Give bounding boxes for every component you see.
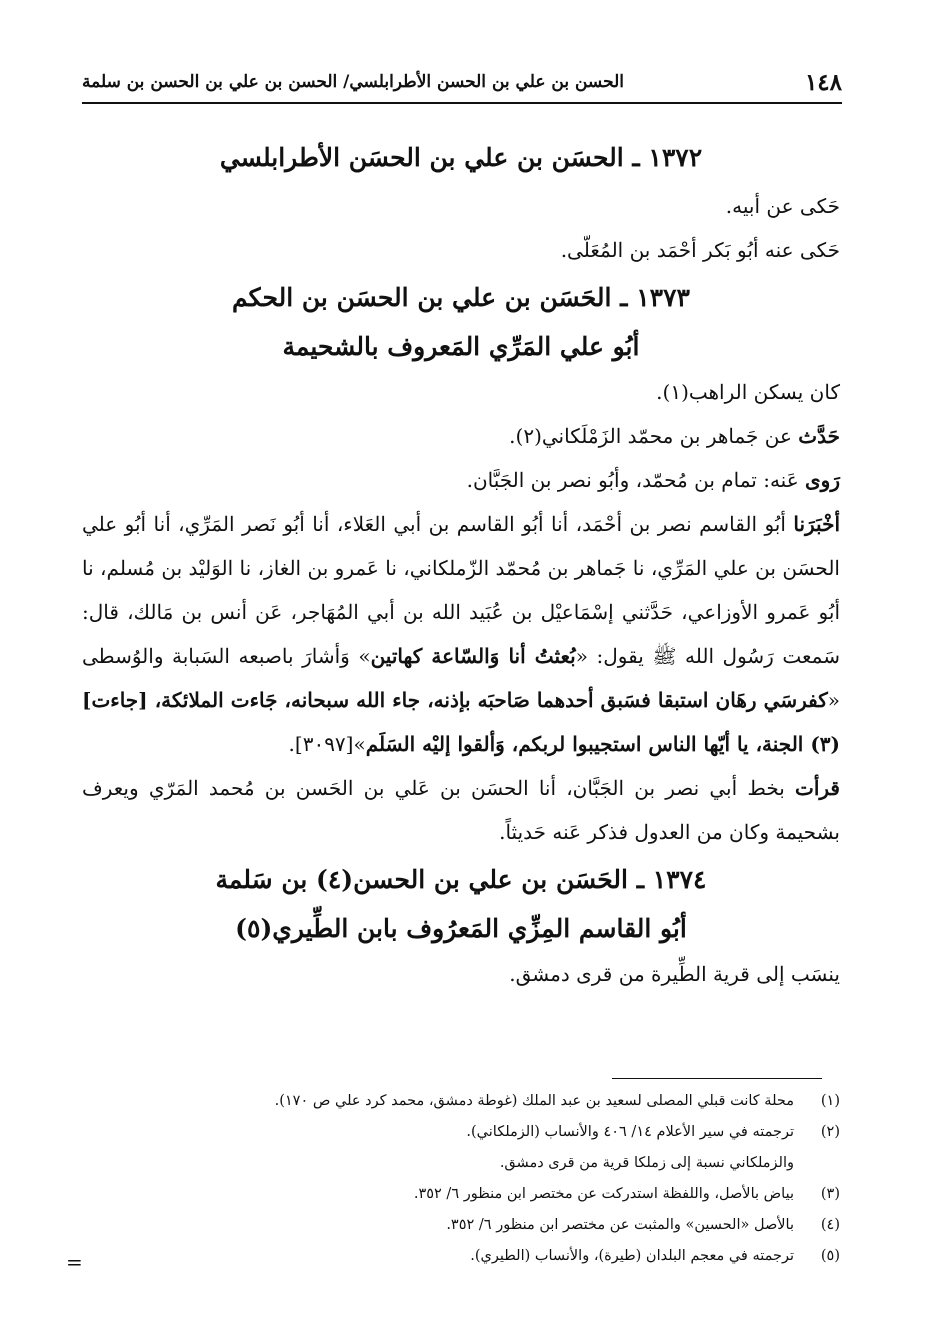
entry-1372-title: ١٣٧٢ ـ الحسَن بن علي بن الحسَن الأطرابلسي: [219, 143, 703, 172]
page-number: ١٤٨: [804, 68, 842, 96]
entry-1373-line2: [82, 414, 840, 458]
footnote-2: [150, 1117, 840, 1148]
hadith-text-1: بُعثتُ أنا وَالسّاعة كهاتين: [370, 644, 576, 668]
margin-mark: =: [66, 1250, 83, 1274]
entry-1374-line1: ينسَب إلى قرية الطِّيرة من قرى دمشق.: [509, 962, 840, 986]
footnote-text: بالأصل «الحسين» والمثبت عن مختصر ابن منظور ٦/ ٣٥٢.: [446, 1217, 794, 1233]
page-header: [82, 62, 842, 104]
keyword-haddath: حَدَّث: [798, 424, 840, 448]
line4-text: بخط أبي نصر بن الجَبَّان، أنا الحسَن بن عَلي بن الحَسن بن مُحمد المَرّي ويعرف بشحيمة وكان من العدول فذكر عَنه حَديثاً.: [82, 776, 840, 844]
footnote-number: (٢): [820, 1124, 840, 1140]
entry-1373-title: ١٣٧٣ ـ الحَسَن بن علي بن الحسَن بن الحكم: [232, 283, 690, 312]
hadith-mid: » وَأشارَ باصبعه السَبابة والوُسطى «: [82, 644, 840, 712]
entry-1372-line2: حَكى عنه أبُو بَكر أحْمَد بن المُعَلّى.: [560, 238, 840, 262]
hadith-ref: »[٣٠٩٧].: [288, 732, 366, 756]
footnote-3: [150, 1179, 840, 1210]
footnotes: [150, 1086, 840, 1272]
isnad-text: أبُو القاسم نصر بن أحْمَد، أنا أبُو القاسم بن أبي العَلاء، أنا أبُو نَصر المَرِّي، أنا أبُو علي الحسَن بن علي المَرِّي، نا جَماهر بن مُحمّد الزّملكاني، نا عَمرو بن الغاز، نا الوَليْد بن مُسلم، نا أبُو عَمرو الأوزاعي، حَدَّثني إسْمَاعيْل بن عُبَيد الله بن أبي المُهَاجر، عَن أنس بن مَالك، قال: سَمعت رَسُول الله ﷺ يقول: «: [82, 512, 840, 668]
footnote-separator: [612, 1078, 822, 1079]
line2-text: عن جَماهر بن محمّد الزَمْلَكاني(٢).: [509, 424, 799, 448]
entry-1372-line1: حَكى عن أبيه.: [725, 194, 840, 218]
entry-1374-subtitle: أبُو القاسم المِزِّي المَعرُوف بابن الطِّيري(٥): [235, 914, 687, 943]
keyword-rawa: رَوى: [805, 468, 840, 492]
entry-1373-line3: [82, 458, 840, 502]
footnote-5: [150, 1241, 840, 1272]
hadith-text-2: كفرسَي رهَان استبقا فسَبق أحدهما صَاحبَه بإذنه، جاء الله سبحانه، جَاءت الملائكة، [جاءت](٣) الجنة، يا أيّها الناس استجيبوا لربكم، وَألقوا إليْه السَلَم: [82, 688, 840, 756]
page-body: [82, 132, 840, 996]
entry-1373-subtitle: أبُو علي المَرِّي المَعروف بالشحيمة: [282, 332, 640, 361]
footnote-1: [150, 1086, 840, 1117]
entry-1373-line1: كان يسكن الراهب(١).: [656, 380, 840, 404]
footnote-number: (٥): [820, 1248, 840, 1264]
entry-1373-line4: [82, 766, 840, 854]
footnote-text: محلة كانت قبلي المصلى لسعيد بن عبد الملك (غوطة دمشق، محمد كرد علي ص ١٧٠).: [274, 1093, 794, 1109]
line3-text: عَنه: تمام بن مُحمّد، وأبُو نصر بن الجَبَّان.: [466, 468, 806, 492]
keyword-qara: قرأت: [795, 776, 840, 800]
footnote-text: ترجمته في معجم البلدان (طيرة)، والأنساب (الطيري).: [470, 1248, 794, 1264]
footnote-4: [150, 1210, 840, 1241]
footnote-number: (١): [820, 1093, 840, 1109]
footnote-text: ترجمته في سير الأعلام ١٤/ ٤٠٦ والأنساب (الزملكاني).: [466, 1124, 794, 1140]
entry-1373-isnad: [82, 502, 840, 766]
footnote-2-continuation: والزملكاني نسبة إلى زملكا قرية من قرى دمشق.: [499, 1155, 794, 1171]
footnote-text: بياض بالأصل، واللفظة استدركت عن مختصر ابن منظور ٦/ ٣٥٢.: [413, 1186, 794, 1202]
keyword-akhbarana: أخْبَرَنا: [793, 512, 840, 536]
footnote-number: (٤): [820, 1217, 840, 1233]
entry-1374-title: ١٣٧٤ ـ الحَسَن بن علي بن الحسن(٤) بن سَلمة: [215, 865, 707, 894]
footnote-number: (٣): [820, 1186, 840, 1202]
running-title: الحسن بن علي بن الحسن الأطرابلسي/ الحسن بن علي بن الحسن بن سلمة: [82, 72, 624, 92]
